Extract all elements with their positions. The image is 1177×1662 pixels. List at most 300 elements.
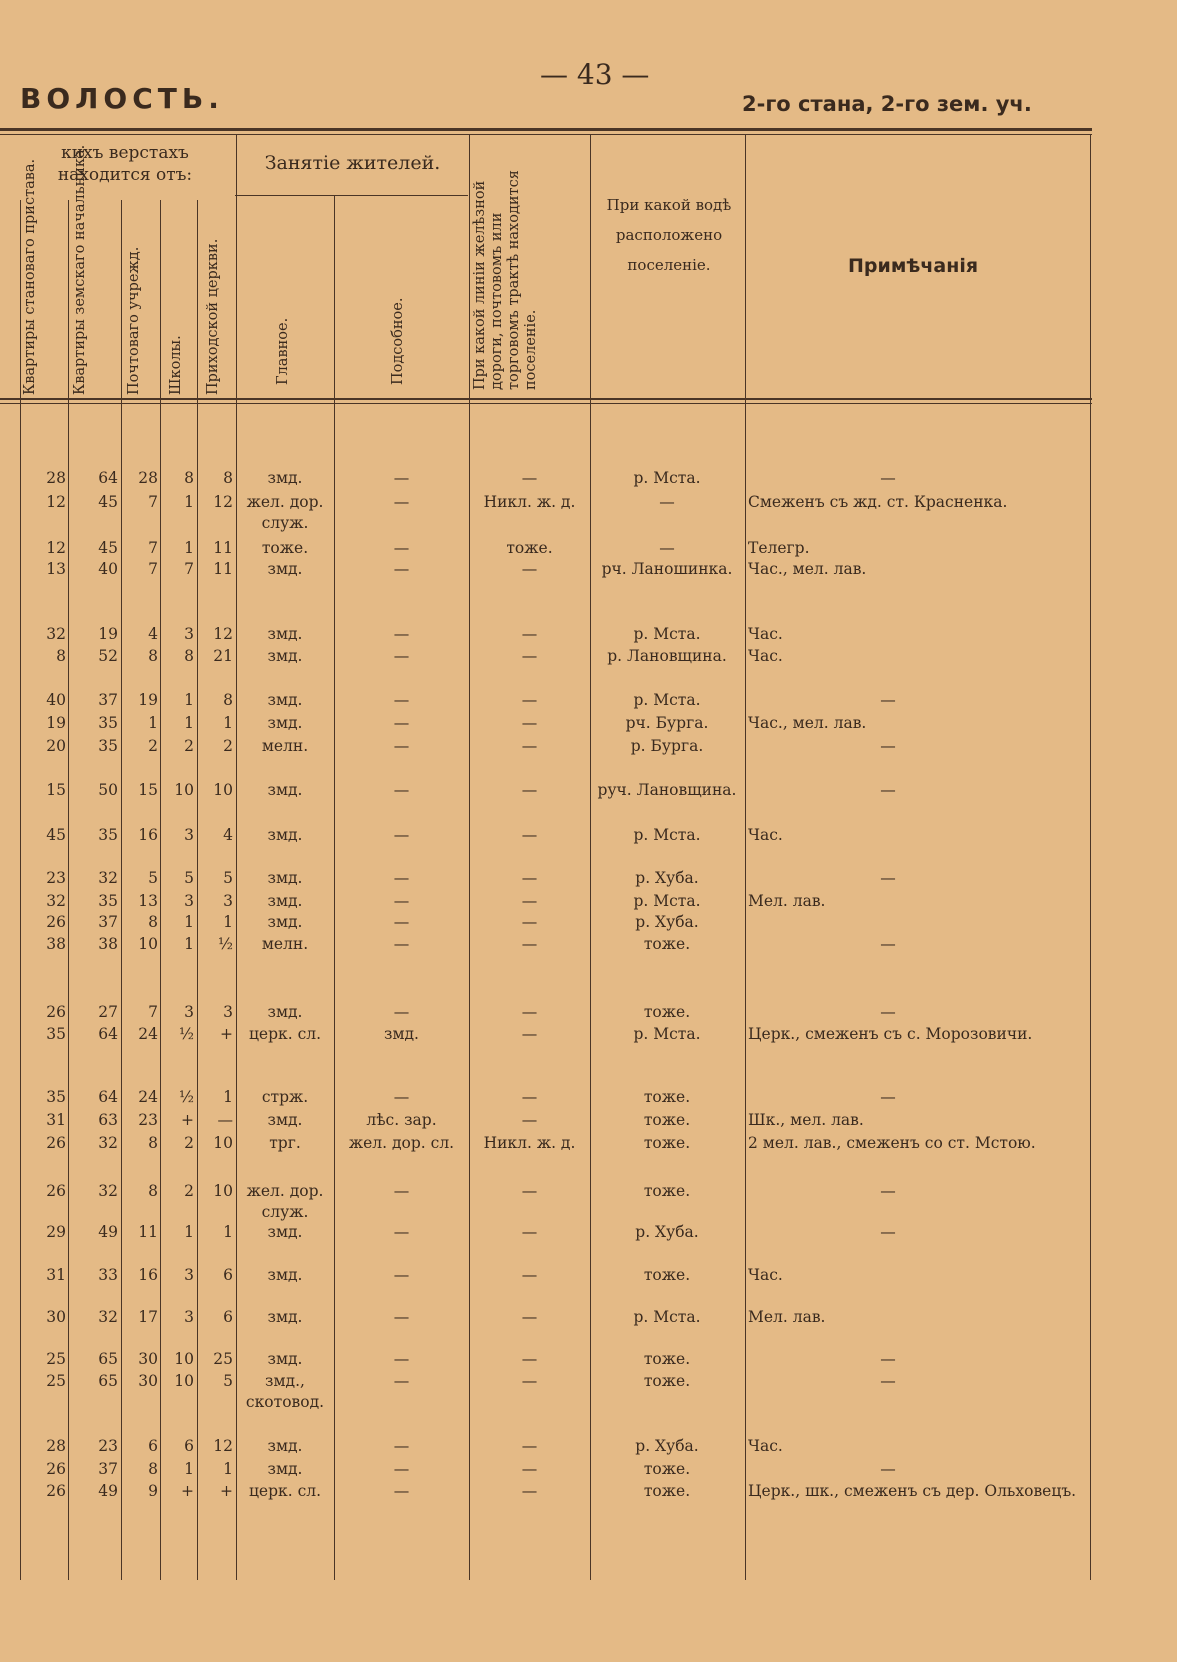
cell-d5: 11	[213, 560, 233, 578]
cell-main: змд.	[267, 913, 303, 931]
cell-d3: 16	[138, 826, 158, 844]
header-notes: Примѣчанія	[848, 255, 979, 277]
cell-d2: 63	[98, 1111, 118, 1129]
cell-d4: 8	[184, 647, 194, 665]
cell-d5: 4	[223, 826, 233, 844]
cell-water: тоже.	[643, 1182, 691, 1200]
cell-note: Мел. лав.	[748, 1308, 826, 1326]
cell-main: змд.	[267, 1003, 303, 1021]
header-volost: ВОЛОСТЬ.	[20, 82, 224, 115]
cell-water: р. Мста.	[633, 892, 701, 910]
col-rule	[334, 196, 335, 1580]
cell-main: змд.	[267, 469, 303, 487]
cell-note: Смеженъ съ жд. ст. Красненка.	[748, 493, 1008, 511]
cell-d5: 6	[223, 1266, 233, 1284]
cell-d2: 37	[98, 913, 118, 931]
cell-main: змд.	[267, 781, 303, 799]
cell-note: —	[880, 691, 896, 709]
cell-d5: 10	[213, 781, 233, 799]
cell-sec: —	[393, 892, 410, 910]
cell-water: тоже.	[643, 1088, 691, 1106]
cell-d3: 17	[138, 1308, 158, 1326]
cell-sec: —	[393, 493, 410, 511]
cell-rail: —	[521, 1266, 538, 1284]
cell-d3: 8	[148, 1182, 158, 1200]
cell-water: тоже.	[643, 935, 691, 953]
cell-d3: 7	[148, 560, 158, 578]
cell-d2: 37	[98, 691, 118, 709]
cell-d2: 32	[98, 1182, 118, 1200]
cell-sec: —	[393, 1460, 410, 1478]
cell-main: мелн.	[261, 935, 309, 953]
header-bottom-rule-thin	[0, 403, 1092, 404]
cell-main: змд.	[267, 647, 303, 665]
cell-main: змд.	[267, 625, 303, 643]
cell-d3: 7	[148, 539, 158, 557]
cell-d1: 12	[46, 539, 66, 557]
cell-d2: 32	[98, 869, 118, 887]
cell-water: р. Бурга.	[630, 737, 704, 755]
cell-d1: 26	[46, 1003, 66, 1021]
cell-d3: 8	[148, 647, 158, 665]
cell-d5: +	[220, 1482, 233, 1500]
cell-water: р. Хуба.	[635, 1437, 699, 1455]
cell-d3: 7	[148, 493, 158, 511]
cell-rail: —	[521, 869, 538, 887]
cell-sec: —	[393, 737, 410, 755]
cell-d4: 7	[184, 560, 194, 578]
cell-rail: —	[521, 1182, 538, 1200]
cell-d1: 25	[46, 1350, 66, 1368]
cell-d5: 2	[223, 737, 233, 755]
cell-sec: —	[393, 691, 410, 709]
top-rule-thin	[0, 134, 1092, 135]
cell-d2: 45	[98, 493, 118, 511]
cell-d2: 35	[98, 826, 118, 844]
cell-d3: 8	[148, 913, 158, 931]
cell-main: трг.	[269, 1134, 301, 1152]
cell-d4: 6	[184, 1437, 194, 1455]
cell-water: р. Мста.	[633, 691, 701, 709]
cell-d2: 35	[98, 892, 118, 910]
cell-d1: 32	[46, 625, 66, 643]
cell-rail: —	[521, 625, 538, 643]
header-group-occupation: Занятіе жителей.	[264, 152, 441, 174]
cell-water: тоже.	[643, 1134, 691, 1152]
cell-d1: 15	[46, 781, 66, 799]
cell-water: р. Мста.	[633, 625, 701, 643]
cell-note: Час.	[748, 826, 783, 844]
cell-d2: 38	[98, 935, 118, 953]
cell-note: Час.	[748, 625, 783, 643]
cell-water: р. Хуба.	[635, 913, 699, 931]
cell-d5: 1	[223, 1460, 233, 1478]
cell-water: руч. Лановщина.	[597, 781, 737, 799]
cell-sec: —	[393, 913, 410, 931]
cell-d1: 12	[46, 493, 66, 511]
cell-d5: 25	[213, 1350, 233, 1368]
cell-d1: 40	[46, 691, 66, 709]
cell-d3: 7	[148, 1003, 158, 1021]
cell-d4: 3	[184, 1308, 194, 1326]
cell-note: Телегр.	[748, 539, 810, 557]
cell-note: Шк., мел. лав.	[748, 1111, 864, 1129]
cell-d4: +	[181, 1111, 194, 1129]
cell-water: —	[659, 539, 675, 557]
cell-d2: 64	[98, 1088, 118, 1106]
cell-rail: —	[521, 826, 538, 844]
cell-d5: ½	[217, 935, 233, 953]
cell-d3: 8	[148, 1460, 158, 1478]
cell-d5: 3	[223, 1003, 233, 1021]
cell-sec: —	[393, 560, 410, 578]
cell-sec: —	[393, 714, 410, 732]
cell-d5: —	[217, 1111, 233, 1129]
cell-main: тоже.	[261, 539, 309, 557]
cell-d1: 35	[46, 1025, 66, 1043]
cell-d1: 35	[46, 1088, 66, 1106]
cell-sec: —	[393, 1182, 410, 1200]
cell-d1: 25	[46, 1372, 66, 1390]
cell-d4: ½	[178, 1025, 194, 1043]
cell-d3: 24	[138, 1088, 158, 1106]
header-secondary: Подсобное.	[390, 297, 406, 385]
cell-d3: 8	[148, 1134, 158, 1152]
header-post: Почтоваго учрежд.	[126, 246, 142, 395]
top-rule	[0, 128, 1092, 131]
cell-d1: 13	[46, 560, 66, 578]
cell-rail: —	[521, 1308, 538, 1326]
cell-note: —	[880, 1003, 896, 1021]
cell-note: —	[880, 469, 896, 487]
header-school: Школы.	[168, 335, 184, 395]
cell-note: Час., мел. лав.	[748, 560, 867, 578]
cell-water: р. Мста.	[633, 469, 701, 487]
cell-rail: —	[521, 714, 538, 732]
cell-main: змд.	[267, 1350, 303, 1368]
cell-d2: 35	[98, 737, 118, 755]
cell-d4: 1	[184, 493, 194, 511]
header-zemsky: Квартиры земскаго начальника.	[72, 144, 88, 395]
cell-d4: 3	[184, 826, 194, 844]
cell-d1: 8	[56, 647, 66, 665]
cell-rail: тоже.	[506, 539, 553, 557]
cell-d5: +	[220, 1025, 233, 1043]
cell-main: змд.	[267, 691, 303, 709]
header-bottom-rule	[0, 398, 1092, 400]
cell-d4: 1	[184, 1223, 194, 1241]
cell-sec: —	[393, 781, 410, 799]
cell-d1: 38	[46, 935, 66, 953]
cell-d4: 3	[184, 625, 194, 643]
cell-d3: 13	[138, 892, 158, 910]
cell-sec: —	[393, 647, 410, 665]
cell-main: змд.	[267, 560, 303, 578]
cell-water: тоже.	[643, 1003, 691, 1021]
cell-d1: 26	[46, 1460, 66, 1478]
cell-d5: 10	[213, 1134, 233, 1152]
cell-d3: 15	[138, 781, 158, 799]
cell-d2: 49	[98, 1482, 118, 1500]
cell-note: —	[880, 1460, 896, 1478]
cell-d2: 45	[98, 539, 118, 557]
cell-note: Час.	[748, 1266, 783, 1284]
occupation-subrule	[235, 195, 468, 196]
cell-d5: 12	[213, 493, 233, 511]
cell-d4: 2	[184, 1182, 194, 1200]
cell-sec: —	[393, 1223, 410, 1241]
cell-d1: 28	[46, 1437, 66, 1455]
cell-note: Час.	[748, 1437, 783, 1455]
cell-d1: 45	[46, 826, 66, 844]
cell-d2: 27	[98, 1003, 118, 1021]
header-group-distance: кихъ верстахъ находится отъ:	[57, 143, 193, 185]
header-main: Главное.	[275, 317, 291, 385]
cell-main: змд.	[267, 1437, 303, 1455]
cell-d4: 1	[184, 1460, 194, 1478]
cell-d4: 10	[174, 781, 194, 799]
cell-rail: —	[521, 1350, 538, 1368]
cell-d5: 21	[213, 647, 233, 665]
cell-sec: —	[393, 1308, 410, 1326]
cell-d1: 28	[46, 469, 66, 487]
cell-rail: —	[521, 892, 538, 910]
cell-note: —	[880, 935, 896, 953]
cell-d5: 8	[223, 691, 233, 709]
cell-d4: 1	[184, 539, 194, 557]
cell-d4: 3	[184, 1266, 194, 1284]
header-church: Приходской церкви.	[205, 238, 221, 395]
cell-note: —	[880, 737, 896, 755]
cell-d5: 6	[223, 1308, 233, 1326]
cell-water: р. Мста.	[633, 1025, 701, 1043]
cell-sec: —	[393, 1350, 410, 1368]
cell-d4: 3	[184, 1003, 194, 1021]
cell-d3: 19	[138, 691, 158, 709]
cell-sec: —	[393, 869, 410, 887]
cell-d4: 10	[174, 1350, 194, 1368]
cell-d3: 11	[138, 1223, 158, 1241]
cell-water: р. Мста.	[633, 1308, 701, 1326]
cell-rail: —	[521, 1482, 538, 1500]
cell-d3: 28	[138, 469, 158, 487]
cell-water: тоже.	[643, 1350, 691, 1368]
cell-d3: 30	[138, 1372, 158, 1390]
cell-d1: 26	[46, 1134, 66, 1152]
col-rule	[236, 134, 237, 1580]
cell-d5: 1	[223, 913, 233, 931]
cell-note: Мел. лав.	[748, 892, 826, 910]
cell-d2: 50	[98, 781, 118, 799]
cell-water: р. Мста.	[633, 826, 701, 844]
cell-main: змд.	[267, 714, 303, 732]
col-rule	[469, 134, 470, 1580]
cell-main: жел. дор. служ.	[246, 493, 324, 532]
cell-d4: 3	[184, 892, 194, 910]
cell-d4: 2	[184, 737, 194, 755]
cell-d3: 10	[138, 935, 158, 953]
cell-water: тоже.	[643, 1482, 691, 1500]
cell-rail: —	[521, 1088, 538, 1106]
cell-sec: змд.	[384, 1025, 419, 1043]
cell-d3: 5	[148, 869, 158, 887]
cell-rail: —	[521, 1460, 538, 1478]
cell-rail: —	[521, 469, 538, 487]
cell-d5: 3	[223, 892, 233, 910]
cell-sec: —	[393, 1482, 410, 1500]
cell-d1: 26	[46, 913, 66, 931]
header-water: При какой водѣ расположено поселеніе.	[606, 196, 732, 274]
cell-main: змд.	[267, 1460, 303, 1478]
cell-d2: 65	[98, 1350, 118, 1368]
cell-sec: —	[393, 1088, 410, 1106]
cell-d2: 35	[98, 714, 118, 732]
header-stan: Квартиры становаго пристава.	[22, 158, 38, 395]
cell-d5: 10	[213, 1182, 233, 1200]
cell-water: тоже.	[643, 1266, 691, 1284]
cell-rail: —	[521, 935, 538, 953]
cell-sec: —	[393, 539, 410, 557]
cell-d2: 64	[98, 1025, 118, 1043]
cell-water: рч. Бурга.	[625, 714, 709, 732]
cell-main: мелн.	[261, 737, 309, 755]
cell-water: —	[659, 493, 675, 511]
cell-d1: 26	[46, 1182, 66, 1200]
cell-sec: —	[393, 1437, 410, 1455]
cell-rail: —	[521, 1437, 538, 1455]
col-rule	[1090, 134, 1091, 1580]
cell-main: змд.	[267, 1308, 303, 1326]
cell-rail: —	[521, 781, 538, 799]
cell-note: Церк., смеженъ съ с. Морозовичи.	[748, 1025, 1033, 1043]
cell-rail: —	[521, 913, 538, 931]
cell-rail: —	[521, 1025, 538, 1043]
cell-water: р. Хуба.	[635, 869, 699, 887]
cell-note: Церк., шк., смеженъ съ дер. Ольховецъ.	[748, 1482, 1077, 1500]
cell-note: —	[880, 869, 896, 887]
cell-main: змд.	[267, 869, 303, 887]
cell-d3: 23	[138, 1111, 158, 1129]
cell-d2: 40	[98, 560, 118, 578]
cell-water: тоже.	[643, 1460, 691, 1478]
cell-d1: 23	[46, 869, 66, 887]
cell-d4: 2	[184, 1134, 194, 1152]
cell-d3: 30	[138, 1350, 158, 1368]
cell-rail: —	[521, 1111, 538, 1129]
cell-d2: 23	[98, 1437, 118, 1455]
cell-rail: —	[521, 1003, 538, 1021]
cell-main: змд., скотовод.	[245, 1372, 325, 1411]
cell-d4: 1	[184, 913, 194, 931]
cell-d5: 5	[223, 1372, 233, 1390]
cell-d2: 32	[98, 1134, 118, 1152]
cell-sec: жел. дор. сл.	[348, 1134, 455, 1152]
cell-note: —	[880, 1350, 896, 1368]
cell-main: змд.	[267, 826, 303, 844]
cell-main: змд.	[267, 892, 303, 910]
cell-main: стрж.	[261, 1088, 309, 1106]
cell-note: 2 мел. лав., смеженъ со ст. Мстою.	[748, 1134, 1036, 1152]
cell-rail: —	[521, 737, 538, 755]
cell-d2: 33	[98, 1266, 118, 1284]
cell-sec: —	[393, 826, 410, 844]
cell-d4: 8	[184, 469, 194, 487]
cell-main: церк. сл.	[248, 1025, 322, 1043]
cell-d4: ½	[178, 1088, 194, 1106]
cell-d3: 16	[138, 1266, 158, 1284]
cell-d5: 12	[213, 625, 233, 643]
cell-d1: 20	[46, 737, 66, 755]
cell-note: —	[880, 781, 896, 799]
col-rule	[590, 134, 591, 1580]
cell-water: тоже.	[643, 1111, 691, 1129]
cell-rail: —	[521, 1372, 538, 1390]
cell-d1: 19	[46, 714, 66, 732]
cell-d2: 37	[98, 1460, 118, 1478]
cell-d5: 12	[213, 1437, 233, 1455]
cell-rail: —	[521, 691, 538, 709]
cell-rail: —	[521, 647, 538, 665]
cell-d5: 11	[213, 539, 233, 557]
col-rule	[745, 134, 746, 1580]
cell-d3: 6	[148, 1437, 158, 1455]
cell-d1: 26	[46, 1482, 66, 1500]
cell-water: р. Лановщина.	[607, 647, 727, 665]
cell-d4: +	[181, 1482, 194, 1500]
cell-d2: 19	[98, 625, 118, 643]
cell-d2: 65	[98, 1372, 118, 1390]
cell-main: змд.	[267, 1223, 303, 1241]
cell-d4: 1	[184, 935, 194, 953]
cell-d1: 31	[46, 1266, 66, 1284]
cell-d4: 1	[184, 691, 194, 709]
cell-d3: 4	[148, 625, 158, 643]
cell-main: змд.	[267, 1266, 303, 1284]
cell-sec: —	[393, 625, 410, 643]
cell-d2: 64	[98, 469, 118, 487]
cell-d4: 10	[174, 1372, 194, 1390]
cell-rail: Никл. ж. д.	[483, 493, 576, 511]
cell-note: Час.	[748, 647, 783, 665]
cell-d5: 8	[223, 469, 233, 487]
cell-note: —	[880, 1223, 896, 1241]
cell-note: —	[880, 1088, 896, 1106]
cell-rail: —	[521, 560, 538, 578]
cell-sec: лѣс. зар.	[366, 1111, 437, 1129]
cell-d3: 24	[138, 1025, 158, 1043]
cell-d4: 1	[184, 714, 194, 732]
cell-d2: 49	[98, 1223, 118, 1241]
cell-d2: 52	[98, 647, 118, 665]
cell-main: жел. дор. служ.	[246, 1182, 324, 1221]
cell-sec: —	[393, 1003, 410, 1021]
cell-d5: 1	[223, 1223, 233, 1241]
cell-sec: —	[393, 1266, 410, 1284]
cell-water: рч. Ланошинка.	[601, 560, 733, 578]
cell-rail: Никл. ж. д.	[483, 1134, 576, 1152]
cell-d3: 2	[148, 737, 158, 755]
cell-rail: —	[521, 1223, 538, 1241]
cell-d5: 1	[223, 1088, 233, 1106]
header-railway: При какой линіи желѣзной дороги, почтовомъ или торговомъ трактѣ находится поселеніе.	[472, 170, 539, 390]
cell-sec: —	[393, 1372, 410, 1390]
page-number: — 43 —	[540, 58, 650, 91]
cell-d1: 29	[46, 1223, 66, 1241]
cell-d2: 32	[98, 1308, 118, 1326]
cell-water: тоже.	[643, 1372, 691, 1390]
cell-d5: 1	[223, 714, 233, 732]
cell-sec: —	[393, 935, 410, 953]
